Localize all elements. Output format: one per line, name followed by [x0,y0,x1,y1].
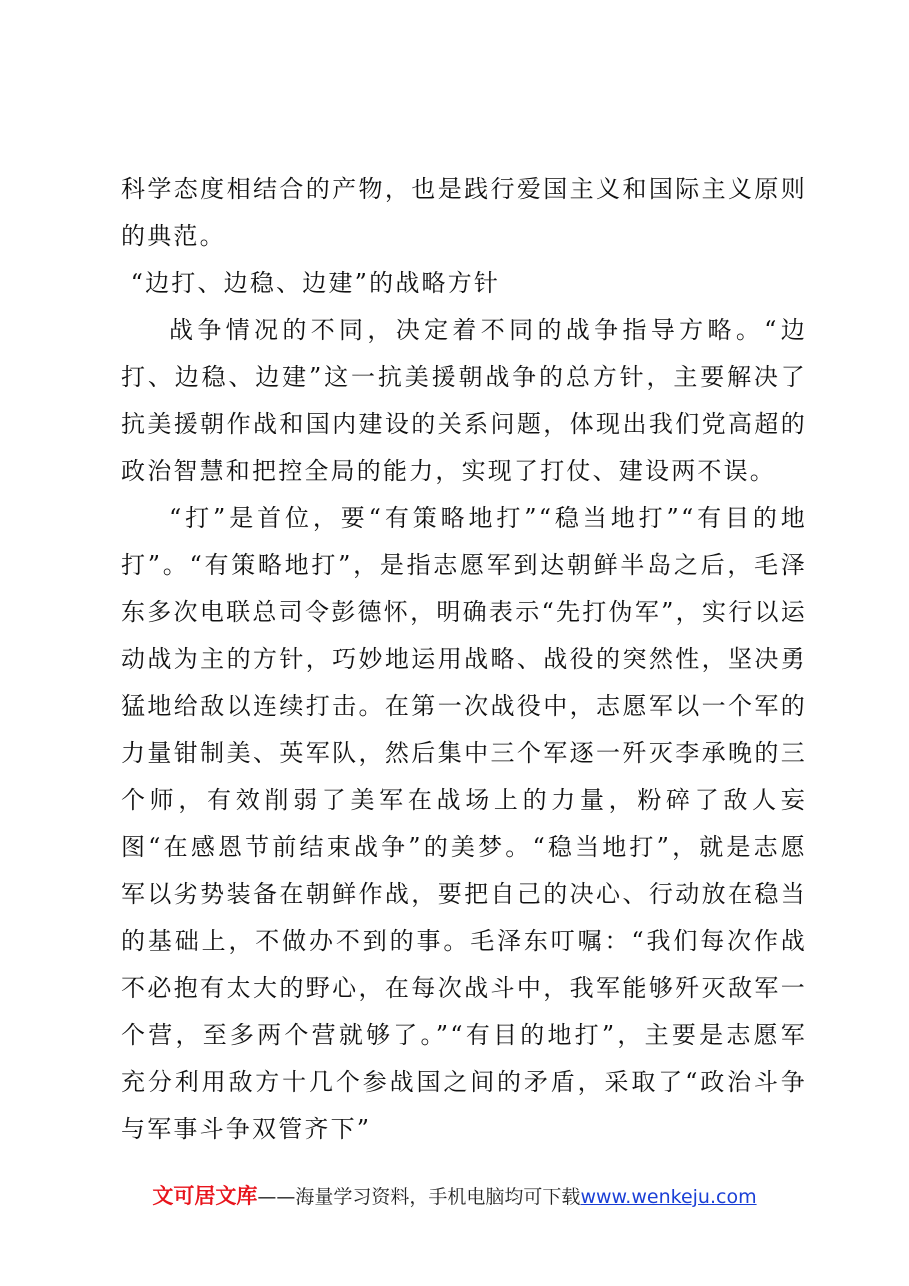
footer-tagline: 海量学习资料，手机电脑均可下载 [295,1186,581,1208]
footer-dash: —— [257,1186,296,1208]
footer-link[interactable]: www.wenkeju.com [580,1186,757,1208]
paragraph-strategy-intro: 战争情况的不同，决定着不同的战争指导方略。“边打、边稳、边建”这一抗美援朝战争的总方针，主要解决了抗美援朝作战和国内建设的关系问题，体现出我们党高超的政治智慧和把控全局的能力，实现了打仗、建设两不误。 [121,316,807,485]
document-body [121,166,807,1153]
section-heading: “边打、边稳、边建”的战略方针 [130,269,501,297]
paragraph-continuation: 科学态度相结合的产物，也是践行爱国主义和国际主义原则的典范。 [121,175,807,250]
footer-banner [0,1180,909,1210]
paragraph-fighting-principles: “打”是首位，要“有策略地打”“稳当地打”“有目的地打”。“有策略地打”，是指志愿军到达朝鲜半岛之后，毛泽东多次电联总司令彭德怀，明确表示“先打伪军”，实行以运动战为主的方针，巧妙地运用战略、战役的突然性，坚决勇猛地给敌以连续打击。在第一次战役中，志愿军以一个军的力量钳制美、英军队，然后集中三个军逐一歼灭李承晚的三个师，有效削弱了美军在战场上的力量，粉碎了敌人妄图“在感恩节前结束战争”的美梦。“稳当地打”，就是志愿军以劣势装备在朝鲜作战，要把自己的决心、行动放在稳当的基础上，不做办不到的事。毛泽东叮嘱：“我们每次作战不必抱有太大的野心，在每次战斗中，我军能够歼灭敌军一个营，至多两个营就够了。”“有目的地打”，主要是志愿军充分利用敌方十几个参战国之间的矛盾，采取了“政治斗争与军事斗争双管齐下” [121,504,807,1143]
footer-brand: 文可居文库 [152,1184,258,1208]
